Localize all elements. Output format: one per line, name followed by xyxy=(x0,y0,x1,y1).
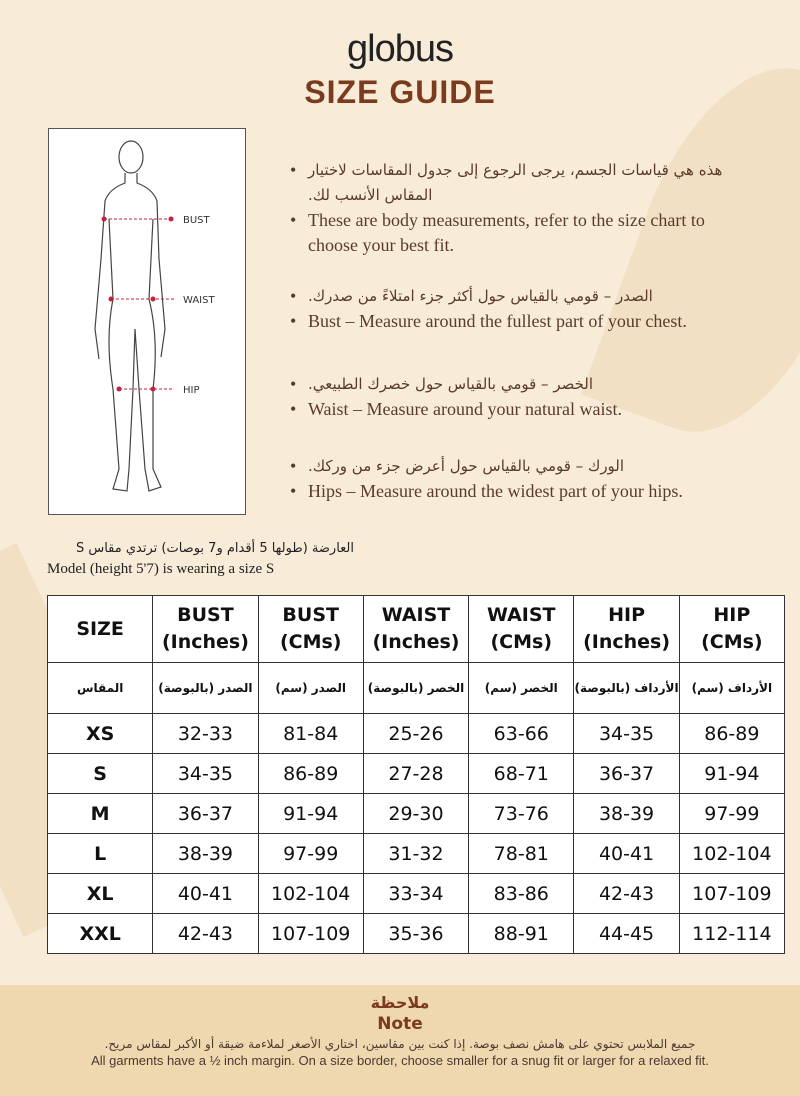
table-row xyxy=(48,714,785,754)
instruction-general xyxy=(288,158,748,258)
column-header-line: WAIST xyxy=(381,604,451,626)
measurement-cell: 31-32 xyxy=(363,834,468,874)
measurement-cell: 35-36 xyxy=(363,914,468,954)
note-text-ar: جميع الملابس تحتوي على هامش نصف بوصة. إذا كنت بين مقاسين، اختاري الأصغر لملاءمة ضيقة أو الأكبر لمقاس مريح. xyxy=(104,1037,696,1051)
instruction-ar: • الخصر – قومي بالقياس حول خصرك الطبيعي. xyxy=(288,372,748,397)
column-header xyxy=(153,596,258,663)
column-header-line: (CMs) xyxy=(701,631,763,653)
note-title-ar: ملاحظة xyxy=(370,993,430,1012)
column-header-line: HIP xyxy=(608,604,645,626)
measurement-cell: 86-89 xyxy=(258,754,363,794)
size-cell: S xyxy=(48,754,153,794)
measurement-cell: 68-71 xyxy=(469,754,574,794)
table-row xyxy=(48,794,785,834)
measurement-cell: 33-34 xyxy=(363,874,468,914)
body-figure xyxy=(48,128,246,515)
size-cell: M xyxy=(48,794,153,834)
column-header-ar: الخصر (بالبوصة) xyxy=(363,663,468,714)
column-header-line: HIP xyxy=(713,604,751,626)
measurement-cell: 29-30 xyxy=(363,794,468,834)
table-row xyxy=(48,874,785,914)
table-row xyxy=(48,914,785,954)
instruction-ar: • الصدر – قومي بالقياس حول أكثر جزء امتلاءً من صدرك. xyxy=(288,284,748,309)
column-header-line: (Inches) xyxy=(161,631,249,653)
column-header-line: (CMs) xyxy=(279,631,342,653)
measurement-cell: 107-109 xyxy=(258,914,363,954)
size-cell: L xyxy=(48,834,153,874)
column-header-ar: الصدر (بالبوصة) xyxy=(153,663,258,714)
measurement-cell: 102-104 xyxy=(679,834,784,874)
body-outline-illustration xyxy=(49,129,247,516)
measurement-cell: 34-35 xyxy=(153,754,258,794)
note-text: All garments have a ½ inch margin. On a size border, choose smaller for a snug fit or larger for a relaxed fit. xyxy=(91,1053,709,1068)
measurement-cell: 107-109 xyxy=(679,874,784,914)
measurement-cell: 91-94 xyxy=(258,794,363,834)
measurement-cell: 97-99 xyxy=(258,834,363,874)
measurement-cell: 38-39 xyxy=(153,834,258,874)
size-cell: XXL xyxy=(48,914,153,954)
measurement-cell: 27-28 xyxy=(363,754,468,794)
measurement-cell: 40-41 xyxy=(153,874,258,914)
column-header-line: (CMs) xyxy=(490,631,553,653)
measurement-cell: 36-37 xyxy=(153,794,258,834)
column-header xyxy=(258,596,363,663)
size-chart-table xyxy=(47,595,785,954)
table-header-row xyxy=(48,596,785,663)
measurement-cell: 78-81 xyxy=(469,834,574,874)
column-header-ar: المقاس xyxy=(48,663,153,714)
instruction-waist xyxy=(288,372,748,422)
measurement-cell: 42-43 xyxy=(574,874,679,914)
column-header-line: (Inches) xyxy=(583,631,671,653)
column-header xyxy=(363,596,468,663)
instruction-hips xyxy=(288,454,748,504)
instruction-en: • Bust – Measure around the fullest part of your chest. xyxy=(288,309,748,334)
instruction-bust xyxy=(288,284,748,334)
size-cell: XS xyxy=(48,714,153,754)
measurement-cell: 44-45 xyxy=(574,914,679,954)
column-header-line: SIZE xyxy=(76,617,124,640)
measurement-cell: 63-66 xyxy=(469,714,574,754)
bust-label: BUST xyxy=(183,215,210,226)
waist-label: WAIST xyxy=(183,295,215,306)
table-row xyxy=(48,834,785,874)
measurement-cell: 40-41 xyxy=(574,834,679,874)
column-header-ar: الأرداف (سم) xyxy=(679,663,784,714)
measurement-cell: 73-76 xyxy=(469,794,574,834)
measurement-cell: 34-35 xyxy=(574,714,679,754)
measurement-cell: 86-89 xyxy=(679,714,784,754)
column-header-ar: الخصر (سم) xyxy=(469,663,574,714)
column-header xyxy=(469,596,574,663)
instruction-ar: • هذه هي قياسات الجسم، يرجى الرجوع إلى جدول المقاسات لاختيار المقاس الأنسب لك. xyxy=(288,158,728,208)
table-header-row-ar xyxy=(48,663,785,714)
measurement-cell: 91-94 xyxy=(679,754,784,794)
instruction-ar: • الورك – قومي بالقياس حول أعرض جزء من وركك. xyxy=(288,454,748,479)
note-section xyxy=(0,985,800,1096)
measurement-cell: 83-86 xyxy=(469,874,574,914)
column-header-line: WAIST xyxy=(487,604,556,626)
instruction-en: • Hips – Measure around the widest part of your hips. xyxy=(288,479,748,504)
page-title: SIZE GUIDE xyxy=(304,74,496,110)
hip-label: HIP xyxy=(183,385,200,396)
column-header-ar: الأرداف (بالبوصة) xyxy=(574,663,679,714)
measurement-cell: 32-33 xyxy=(153,714,258,754)
column-header-line: BUST xyxy=(177,604,234,626)
column-header-ar: الصدر (سم) xyxy=(258,663,363,714)
measurement-cell: 102-104 xyxy=(258,874,363,914)
instruction-en: • Waist – Measure around your natural waist. xyxy=(288,397,748,422)
measurement-cell: 36-37 xyxy=(574,754,679,794)
measurement-cell: 25-26 xyxy=(363,714,468,754)
model-info-ar: العارضة (طولها 5 أقدام و7 بوصات) ترتدي مقاس S xyxy=(75,541,354,556)
measurement-cell: 88-91 xyxy=(469,914,574,954)
measurement-cell: 38-39 xyxy=(574,794,679,834)
model-info xyxy=(47,538,354,580)
note-title: Note xyxy=(377,1014,423,1034)
model-info-en: Model (height 5'7) is wearing a size S xyxy=(47,561,275,577)
column-header-line: (Inches) xyxy=(372,631,460,653)
table-row xyxy=(48,754,785,794)
measurement-cell: 112-114 xyxy=(679,914,784,954)
size-cell: XL xyxy=(48,874,153,914)
column-header xyxy=(679,596,784,663)
column-header xyxy=(574,596,679,663)
measurement-cell: 97-99 xyxy=(679,794,784,834)
instruction-en: • These are body measurements, refer to the size chart to choose your best fit. xyxy=(288,208,748,258)
column-header-line: BUST xyxy=(282,604,339,626)
measurement-cell: 81-84 xyxy=(258,714,363,754)
brand-logo: globus xyxy=(347,28,453,70)
column-header xyxy=(48,596,153,663)
measurement-cell: 42-43 xyxy=(153,914,258,954)
